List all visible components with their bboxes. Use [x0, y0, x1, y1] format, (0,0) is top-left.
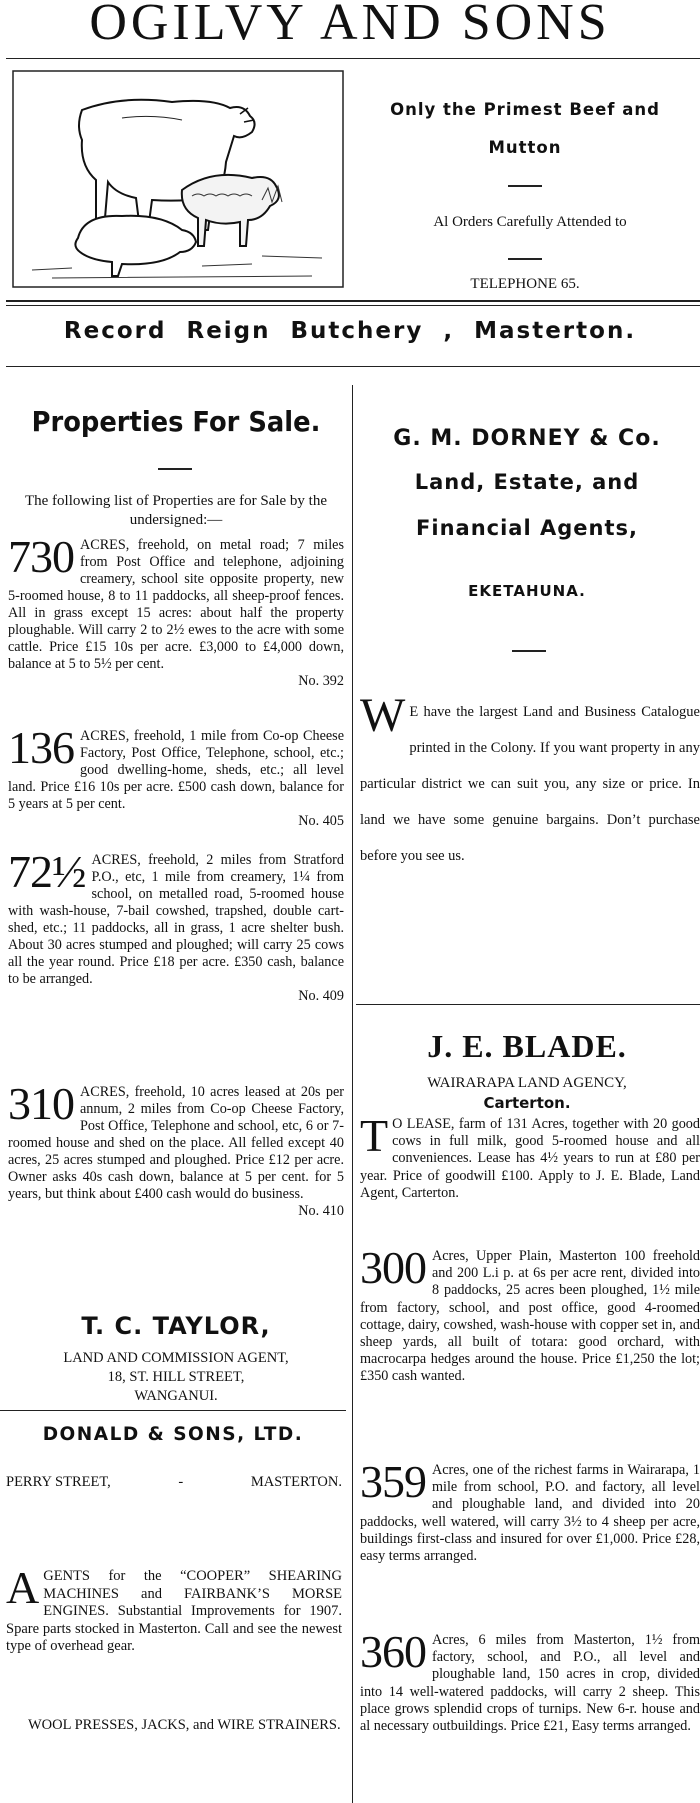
taylor-line-3: WANGANUI.	[134, 1388, 218, 1404]
tagline-dash-1	[508, 185, 542, 187]
listing-number: 360	[360, 1632, 426, 1677]
butchery-footer: Record Reign Butchery , Masterton.	[63, 318, 637, 344]
listing-text: ACRES, freehold, on metal road; 7 miles from Post Office and telephone, adjoining creamery, school site opposite property, new 5-roomed house, 8 to 11 paddocks, all sheep-proof fences. All in grass except 15 acres: about half the property ploughable. Will carry 2 to 2½ ewes to the acre with some cattle. Price £15 10s per acre. £3,000 to £4,000 down, balance at 5 to 5½ per cent.	[8, 537, 344, 672]
listing-730	[8, 537, 344, 728]
donald-sep: -	[178, 1474, 184, 1490]
orders-line: Al Orders Carefully Attended to	[433, 214, 627, 230]
properties-list	[8, 537, 344, 1296]
masthead-rule	[6, 58, 700, 59]
dorney-body	[360, 689, 700, 874]
listing-number: 300	[360, 1248, 426, 1293]
masthead-bottom-rule	[6, 366, 700, 367]
listing-number: 136	[8, 728, 74, 773]
donald-town: MASTERTON.	[250, 1474, 342, 1490]
properties-dash	[158, 468, 192, 470]
donald-address	[6, 1474, 342, 1491]
listing-text: ACRES, freehold, 2 miles from Stratford P.O., etc, 1 mile from creamery, 1¼ from school, on metalled road, 5-roomed house with wash-house, 7-bail cowshed, trapshed, double cart-shed, etc.; 11 paddocks, all in grass, 1 acre shelter bush. About 30 acres stumped and ploughed; will carry 25 cows all the year round. Price £18 per acre. £350 cash, balance to be arranged.	[8, 852, 344, 987]
dorney-name: G. M. DORNEY & Co.	[393, 426, 661, 451]
listing-number: 310	[8, 1084, 74, 1129]
listing-ref: No. 409	[298, 988, 344, 1004]
blade-name: J. E. BLADE.	[427, 1028, 627, 1064]
blade-lease	[360, 1110, 700, 1202]
taylor-line-2: 18, ST. HILL STREET,	[107, 1369, 245, 1385]
donald-name: DONALD & SONS, LTD.	[42, 1424, 304, 1445]
listing-text: Acres, Upper Plain, Masterton 100 freehold and 200 L.i p. at 6s per acre rent, divided into 8 paddocks, 25 acres been ploughed, 1½ mile from factory, school, and post office, good 4-roomed cottage, dairy, cowshed, wash-house with copper set in, and sheep yards, all built of totara: good orchard, with macrocarpa hedges around the house. Price £1,250 the lot; £350 cash wanted.	[360, 1248, 700, 1385]
dorney-town: EKETAHUNA.	[468, 582, 586, 600]
blade-listing-360	[360, 1632, 700, 1802]
taylor-name: T. C. TAYLOR,	[81, 1312, 271, 1340]
listing-number: 730	[8, 537, 74, 582]
blade-lease-text: O LEASE, farm of 131 Acres, together with 20 good cows in full milk, good 5-roomed house and all conveniences. Lease has 4½ years to run at £80 per year. Price of goodwill £100. Apply to J. E. Blade, Land Agent, Carterton.	[360, 1116, 700, 1201]
tagline-2: Mutton	[488, 138, 562, 157]
drop-cap-w: W	[360, 689, 406, 742]
donald-wool: WOOL PRESSES, JACKS, and WIRE STRAINERS.	[28, 1717, 341, 1733]
dorney-body-text: E have the largest Land and Business Catalogue printed in the Colony. If you want property in any particular district we can suit you, any size or price. In land we have some genuine bargains. Don’t purchase before you see us.	[360, 704, 700, 864]
listing-72-half	[8, 852, 344, 1084]
donald-body	[6, 1562, 342, 1656]
properties-heading: Properties For Sale.	[31, 405, 321, 438]
drop-cap-t: T	[360, 1110, 389, 1161]
blade-agency: WAIRARAPA LAND AGENCY,	[427, 1075, 627, 1091]
tagline-1: Only the Primest Beef and	[390, 100, 660, 119]
listing-ref: No. 405	[298, 813, 344, 829]
dorney-line-1: Land, Estate, and	[414, 470, 640, 494]
dorney-bottom-rule	[356, 1004, 700, 1005]
dorney-line-2: Financial Agents,	[416, 516, 638, 540]
donald-street: PERRY STREET,	[6, 1474, 111, 1490]
listing-text: Acres, 6 miles from Masterton, 1½ from factory, school, and P.O., all level and ploughable land, 150 acres in crop, divided into 14 well-watered paddocks, will carry 2 sheep. This place grows splendid crops of turnips. New 6-r. house and al necessary outbuildings. Price £21, Easy terms arranged.	[360, 1632, 700, 1735]
livestock-illustration	[12, 70, 344, 288]
masthead-rule-3	[6, 305, 700, 306]
listing-text: ACRES, freehold, 10 acres leased at 20s per annum, 2 miles from Co-op Cheese Factory, Post Office, Telephone and school, etc, 6 or 7-roomed house and shed on the place. All felled except 40 acres, 25 acres stumped and ploughed. Price £12 per acre. Owner asks 40s cash down, balance at 5 per cent. for 5 years, but think about £400 cash would do business.	[8, 1084, 344, 1202]
blade-town: Carterton.	[483, 1094, 571, 1112]
listing-number: 359	[360, 1462, 426, 1507]
listing-310	[8, 1084, 344, 1296]
listing-text: ACRES, freehold, 1 mile from Co-op Cheese Factory, Post Office, Telephone, school, etc.; good dwelling-home, sheds, etc.; all level land. Price £16 10s per acre. £500 cash down, balance for 5 years at 5 per cent.	[8, 728, 344, 812]
listing-ref: No. 392	[298, 673, 344, 689]
listing-ref: No. 410	[298, 1203, 344, 1219]
properties-intro: The following list of Properties are for Sale by the undersigned:—	[24, 493, 327, 528]
tagline-dash-2	[508, 258, 542, 260]
listing-136	[8, 728, 344, 852]
donald-body-text: GENTS for the “COOPER” SHEARING MACHINES and FAIRBANK’S MORSE ENGINES. Substantial Improvements for 1907. Spare parts stocked in Masterton. Call and see the newest type of overhead gear.	[6, 1568, 342, 1654]
column-divider	[352, 385, 353, 1803]
masthead-title: OGILVY AND SONS	[89, 0, 611, 51]
masthead-rule-2	[6, 300, 700, 302]
taylor-line-1: LAND AND COMMISSION AGENT,	[63, 1350, 289, 1366]
blade-listings	[360, 1248, 700, 1802]
taylor-bottom-rule	[0, 1410, 346, 1411]
blade-listing-300	[360, 1248, 700, 1462]
drop-cap-a: A	[6, 1562, 40, 1613]
listing-text: Acres, one of the richest farms in Wairarapa, 1 mile from school, P.O. and factory, all level and ploughable land, and divided into 20 paddocks, well watered, will carry 3½ to 4 sheep per acre, buildings first-class and insured for over £1,000. Price £28, easy terms arranged.	[360, 1462, 700, 1565]
blade-listing-359	[360, 1462, 700, 1632]
telephone: TELEPHONE 65.	[470, 276, 580, 292]
listing-number: 72½	[8, 852, 86, 897]
dorney-dash	[512, 650, 546, 652]
